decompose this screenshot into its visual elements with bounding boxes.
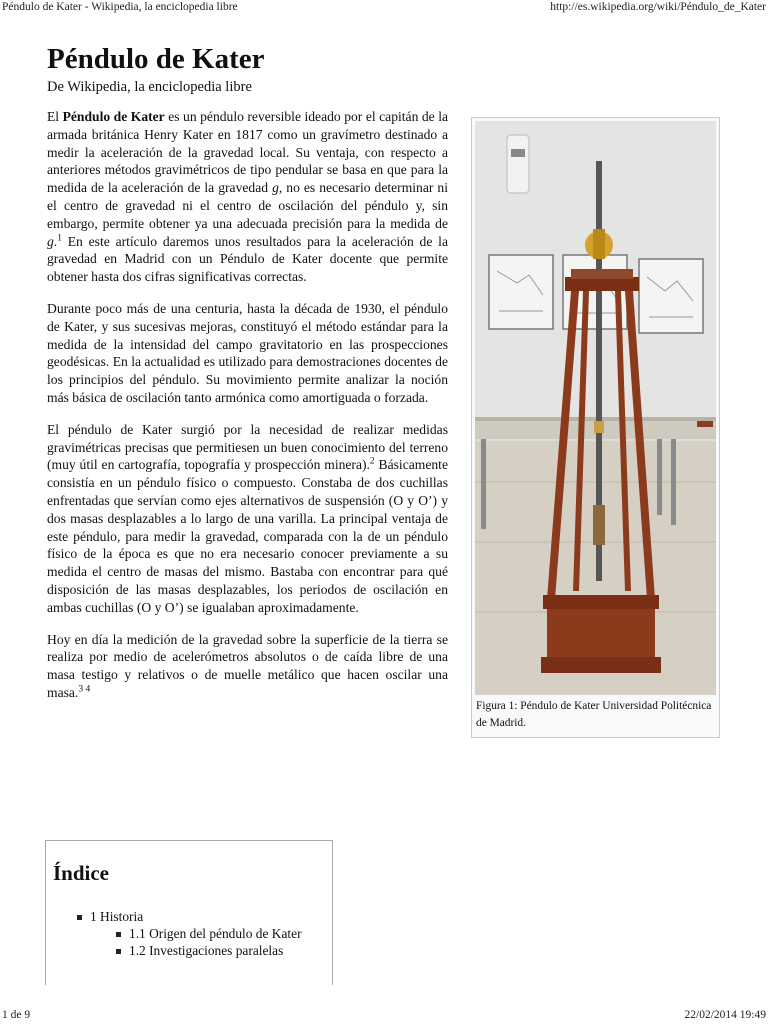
print-timestamp: 22/02/2014 19:49 xyxy=(684,1009,766,1021)
pendulum-photo[interactable] xyxy=(475,121,716,695)
text-run: Básicamente consistía en un péndulo físico o compuesto. Constaba de dos cuchillas enfrentadas que servían como ejes alternativos de suspensión (O y O’) y dos masas desplazables a lo largo de una varilla. La principal ventaja de este péndulo, para medir la gravedad, comparada con la de un péndulo físico de la época es que no era necesario conocer previamente a su medida el centro de masas del mismo. Bastaba con encontrar para qué disposición de las masas desplazables, los periodos de oscilación en ambas cuchillas (O y O’) se igualaban aproximadamente. xyxy=(47,457,448,615)
print-footer xyxy=(0,1008,768,1024)
paragraph-origin xyxy=(47,421,448,617)
bullet-icon xyxy=(116,932,121,937)
site-tagline: De Wikipedia, la enciclopedia libre xyxy=(47,79,252,95)
toc-item-origen[interactable] xyxy=(114,925,302,942)
page-title: Péndulo de Kater xyxy=(47,43,265,75)
page-counter: 1 de 9 xyxy=(2,1009,31,1021)
reference-link[interactable]: 3 4 xyxy=(78,684,91,695)
toc-link[interactable]: 1 Historia xyxy=(90,909,144,924)
toc-level-1 xyxy=(75,908,143,925)
symbol-g: g xyxy=(272,180,279,196)
text-run: El xyxy=(47,109,63,124)
text-run: es un péndulo reversible ideado por el capitán de la armada británica Henry Kater en 1817 como un gravímetro destinado a medir la aceleración de la gravedad local. Su ventaja, con respecto a anteriores métodos gravimétricos de tipo pendular se basa en que para la medida de la aceleración de la gravedad xyxy=(47,109,448,196)
toc-item-investigaciones[interactable] xyxy=(114,942,302,959)
reference-link[interactable]: 1 xyxy=(57,233,62,244)
toc-level-2 xyxy=(114,925,302,959)
toc-item-historia[interactable] xyxy=(75,908,143,925)
text-run: , no es necesario determinar ni el centro de gravedad ni el centro de oscilación del péndulo y, sin embargo, permite obtener ya una adecuada precisión para la medida de xyxy=(47,180,448,231)
table-of-contents xyxy=(45,840,333,985)
paragraph-intro xyxy=(47,108,448,286)
article-body xyxy=(47,108,448,716)
text-run: El péndulo de Kater surgió por la necesidad de realizar medidas gravimétricas precisas que permitiesen un buen conocimiento del terreno (muy útil en cartografía, topografía y prospección minera). xyxy=(47,421,448,473)
article-subject: Péndulo de Kater xyxy=(62,109,165,124)
text-run: . xyxy=(53,233,58,249)
text-run: Hoy en día la medición de la gravedad sobre la superficie de la tierra se realiza por medio de acelerómetros absolutos o de caída libre de una masa testigo y relativos o de muelle metálico que hacen oscilar una masa. xyxy=(47,631,448,700)
bullet-icon xyxy=(116,949,121,954)
print-header xyxy=(0,0,768,16)
text-run: En este artículo daremos unos resultados para la aceleración de la gravedad en Madrid con un Péndulo de Kater docente que permite obtener hasta dos cifras significativas correctas. xyxy=(47,233,448,285)
bullet-icon xyxy=(77,915,82,920)
figure-thumbnail xyxy=(471,117,720,738)
symbol-g: g xyxy=(47,233,54,249)
paragraph-modern xyxy=(47,631,448,702)
reference-link[interactable]: 2 xyxy=(369,456,375,467)
paragraph-history: Durante poco más de una centuria, hasta la década de 1930, el péndulo de Kater, y sus sucesivas mejoras, constituyó el método estándar para la medida de la intensidad del campo gravitatorio en las prospecciones geodésicas. En la actualidad es utilizado para demostraciones docentes de los principios del péndulo. Su movimiento permite analizar la noción más básica de oscilación tanto armónica como amortiguada o forzada. xyxy=(47,300,448,405)
figure-caption: Figura 1: Péndulo de Kater Universidad Politécnica de Madrid. xyxy=(476,700,712,729)
toc-title: Índice xyxy=(53,861,110,885)
toc-link[interactable]: 1.1 Origen del péndulo de Kater xyxy=(129,926,302,941)
print-header-title: Péndulo de Kater - Wikipedia, la enciclopedia libre xyxy=(2,1,238,13)
toc-link[interactable]: 1.2 Investigaciones paralelas xyxy=(129,943,284,958)
print-header-url: http://es.wikipedia.org/wiki/Péndulo_de_Kater xyxy=(550,1,766,13)
